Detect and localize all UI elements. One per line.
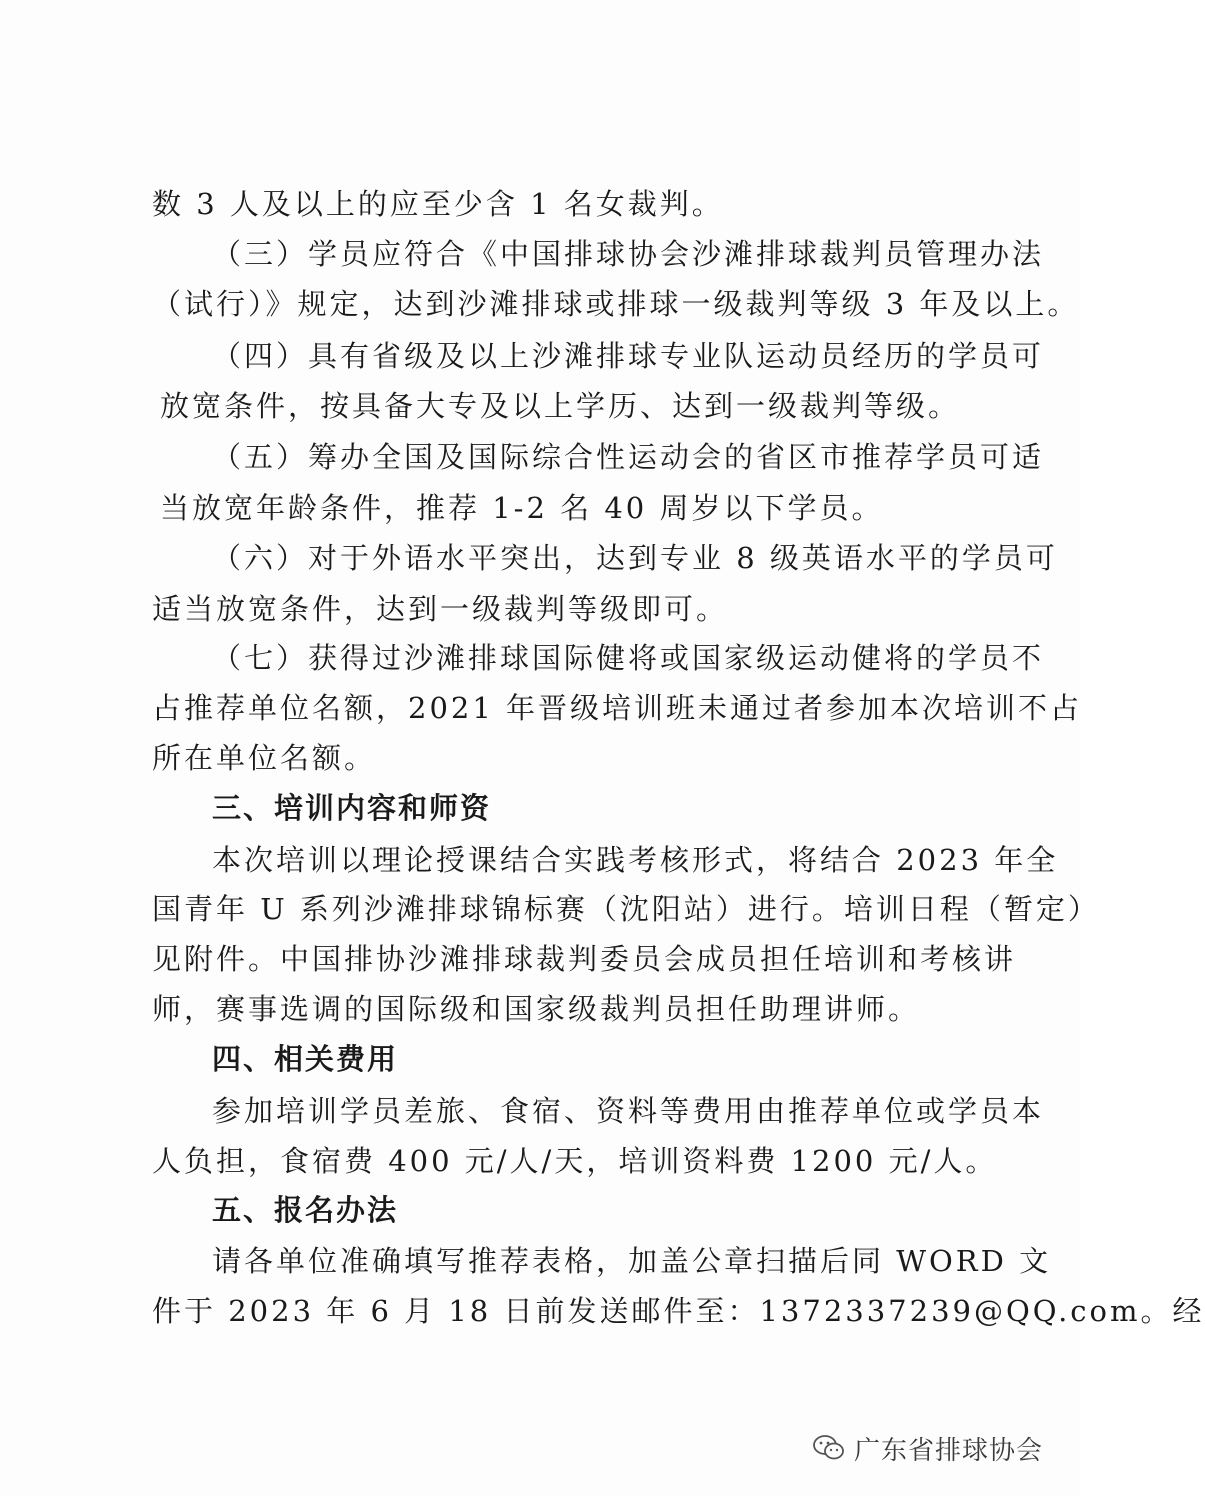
paragraph-line: 当放宽年龄条件，推荐 1-2 名 40 周岁以下学员。 [160, 491, 884, 525]
paragraph-line: （七）获得过沙滩排球国际健将或国家级运动健将的学员不 [212, 641, 1045, 675]
section-heading-training-content: 三、培训内容和师资 [212, 791, 492, 825]
paragraph-line: 本次培训以理论授课结合实践考核形式，将结合 2023 年全 [212, 843, 1059, 877]
paragraph-line: 所在单位名额。 [152, 741, 377, 775]
paragraph-line: （三）学员应符合《中国排球协会沙滩排球裁判员管理办法 [212, 237, 1045, 271]
paragraph-line: 件于 2023 年 6 月 18 日前发送邮件至：1372337239@QQ.com。经 [152, 1294, 1205, 1328]
paragraph-line: 适当放宽条件，达到一级裁判等级即可。 [152, 592, 729, 626]
paragraph-line: 占推荐单位名额，2021 年晋级培训班未通过者参加本次培训不占 [152, 691, 1083, 725]
watermark [812, 1428, 1043, 1468]
paragraph-line: 国青年 U 系列沙滩排球锦标赛（沈阳站）进行。培训日程（暂定） [152, 892, 1100, 926]
paragraph-line: （四）具有省级及以上沙滩排球专业队运动员经历的学员可 [212, 339, 1045, 373]
paragraph-line: 数 3 人及以上的应至少含 1 名女裁判。 [152, 187, 724, 221]
paragraph-line: 人负担，食宿费 400 元/人/天，培训资料费 1200 元/人。 [152, 1144, 998, 1178]
paragraph-line: （试行）》规定，达到沙滩排球或排球一级裁判等级 3 年及以上。 [152, 287, 1080, 321]
paragraph-line: 见附件。中国排协沙滩排球裁判委员会成员担任培训和考核讲 [152, 942, 1017, 976]
watermark-text: 广东省排球协会 [854, 1435, 1044, 1466]
paragraph-line: （六）对于外语水平突出，达到专业 8 级英语水平的学员可 [212, 541, 1058, 575]
wechat-icon [812, 1433, 846, 1463]
paragraph-line: 放宽条件，按具备大专及以上学历、达到一级裁判等级。 [160, 389, 961, 423]
section-heading-fees: 四、相关费用 [212, 1042, 399, 1076]
paragraph-line: 师，赛事选调的国际级和国家级裁判员担任助理讲师。 [152, 992, 921, 1026]
paragraph-line: （五）筹办全国及国际综合性运动会的省区市推荐学员可适 [212, 440, 1045, 474]
section-heading-registration: 五、报名办法 [212, 1193, 399, 1227]
paragraph-line: 请各单位准确填写推荐表格，加盖公章扫描后同 WORD 文 [212, 1244, 1052, 1278]
paragraph-line: 参加培训学员差旅、食宿、资料等费用由推荐单位或学员本 [212, 1094, 1045, 1128]
